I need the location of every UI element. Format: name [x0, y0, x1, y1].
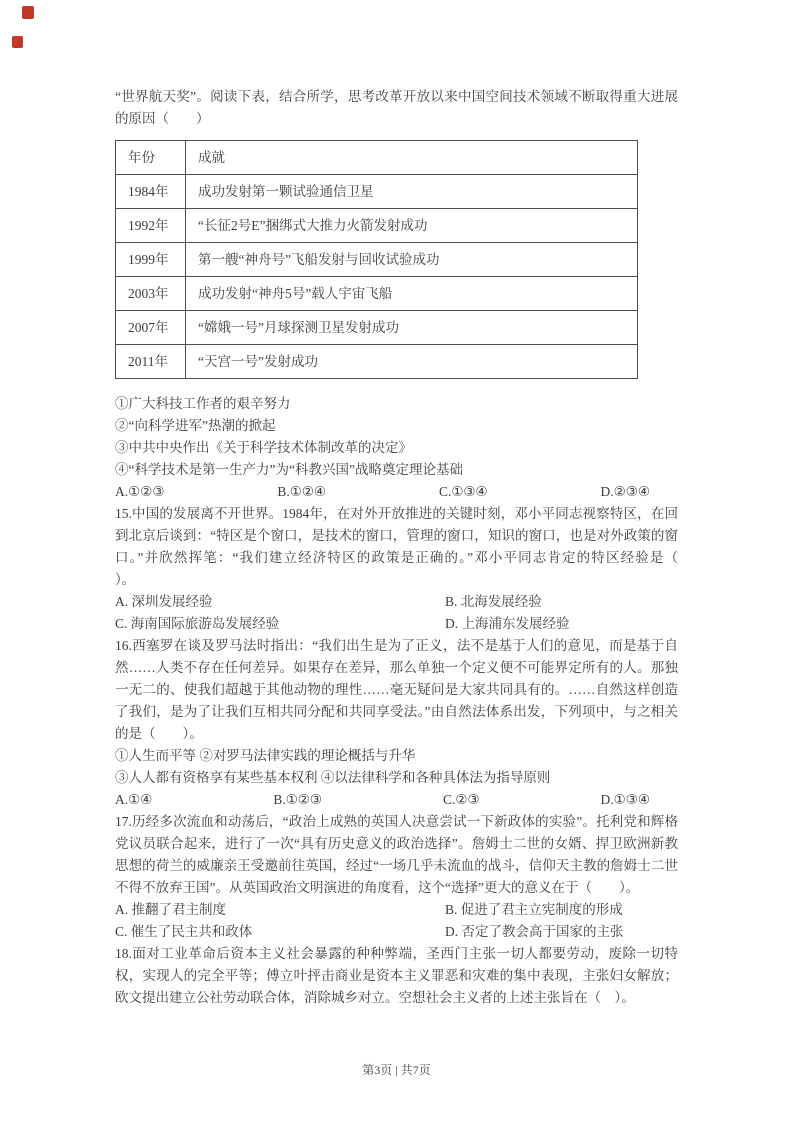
achievement-header-cell: 成就	[186, 141, 638, 175]
red-corner-mark-icon	[22, 6, 34, 19]
q18-text: 18.面对工业革命后资本主义社会暴露的种种弊端，圣西门主张一切人都要劳动，废除一切特权，实现人的完全平等；傅立叶抨击商业是资本主义罪恶和灾难的集中表现，主张妇女解放；欧文提出建立公社劳动联合体，消除城乡对立。空想社会主义者的上述主张旨在（ ）。	[115, 946, 678, 1005]
choice-c: C. 催生了民主共和政体	[115, 924, 253, 939]
red-corner-mark-icon	[12, 36, 23, 48]
choice-c: C. 海南国际旅游岛发展经验	[115, 616, 280, 631]
numbered-item-2: ②“向科学进军”热潮的掀起	[115, 418, 276, 433]
numbered-item-4: ④“科学技术是第一生产力”为“科教兴国”战略奠定理论基础	[115, 462, 463, 477]
q16-text: 16.西塞罗在谈及罗马法时指出：“我们出生是为了正义，法不是基于人们的意见，而是基于自然……人类不存在任何差异。如果存在差异，那么单独一个定义便不可能界定所有的人。那独一无二的、使我们超越于其他动物的理性……毫无疑问是大家共同具有的。……自然这样创造了我们，是为了让我们互相共同分配和共同享受法。”由自然法体系出发，下列项中，与之相关的是（ ）。	[115, 638, 678, 741]
page-footer	[0, 1061, 793, 1078]
year-cell: 2011年	[116, 345, 186, 379]
choice-d: D.①③④	[600, 792, 650, 807]
q16-items-line-1: ①人生而平等 ②对罗马法律实践的理论概括与升华	[115, 748, 416, 763]
achievement-cell: 成功发射第一颗试验通信卫星	[186, 175, 638, 209]
choice-a: A. 深圳发展经验	[115, 594, 213, 609]
q14-intro-text: “世界航天奖”。阅读下表，结合所学，思考改革开放以来中国空间技术领域不断取得重大进展的原因（ ）	[115, 89, 678, 126]
year-cell: 1999年	[116, 243, 186, 277]
table-row	[116, 345, 638, 379]
q14-achievements-table	[115, 140, 638, 379]
choice-a: A.①②③	[115, 484, 165, 499]
achievement-cell: 第一艘“神舟号”飞船发射与回收试验成功	[186, 243, 638, 277]
choice-d: D. 否定了教会高于国家的主张	[445, 924, 624, 939]
numbered-item-1: ①广大科技工作者的艰辛努力	[115, 396, 291, 411]
achievement-cell: “天宫一号”发射成功	[186, 345, 638, 379]
choice-c: C.②③	[442, 792, 480, 807]
choice-c: C.①③④	[438, 484, 488, 499]
q14-numbered-items	[115, 393, 678, 481]
achievement-cell: “嫦娥一号”月球探测卫星发射成功	[186, 311, 638, 345]
page-number: 第3页 | 共7页	[362, 1063, 431, 1077]
table-row	[116, 243, 638, 277]
year-cell: 2007年	[116, 311, 186, 345]
achievement-cell: 成功发射“神舟5号”载人宇宙飞船	[186, 277, 638, 311]
choice-b: B.①②③	[273, 792, 322, 807]
exam-content	[115, 86, 705, 1009]
choice-a: A.①④	[115, 792, 153, 807]
choice-b: B. 北海发展经验	[445, 594, 542, 609]
achievement-cell: “长征2号E”捆绑式大推力火箭发射成功	[186, 209, 638, 243]
q15-answer-choices	[115, 591, 678, 635]
year-header-cell: 年份	[116, 141, 186, 175]
year-cell: 1984年	[116, 175, 186, 209]
q17-answer-choices	[115, 899, 678, 943]
choice-b: B.①②④	[277, 484, 327, 499]
q15-text: 15.中国的发展离不开世界。1984年，在对外开放推进的关键时刻，邓小平同志视察特区，在回到北京后谈到：“特区是个窗口，是技术的窗口，管理的窗口，知识的窗口，也是对外政策的窗口。”并欣然挥笔：“我们建立经济特区的政策是正确的。”邓小平同志肯定的特区经验是（ ）。	[115, 506, 705, 587]
q14-answer-choices	[115, 481, 678, 503]
choice-b: B. 促进了君主立宪制度的形成	[445, 902, 623, 917]
choice-d: D. 上海浦东发展经验	[445, 616, 570, 631]
table-header-row	[116, 141, 638, 175]
numbered-item-3: ③中共中央作出《关于科学技术体制改革的决定》	[115, 440, 412, 455]
choice-a: A. 推翻了君主制度	[115, 902, 226, 917]
table-row	[116, 277, 638, 311]
year-cell: 2003年	[116, 277, 186, 311]
table-row	[116, 311, 638, 345]
year-cell: 1992年	[116, 209, 186, 243]
choice-d: D.②③④	[600, 484, 650, 499]
q17-text: 17.历经多次流血和动荡后，“政治上成熟的英国人决意尝试一下新政体的实验”。托利党和辉格党议员联合起来，进行了一次“具有历史意义的政治选择”。詹姆士二世的女婿、捍卫欧洲新教思想的荷兰的威廉亲王受邀前往英国，经过“一场几乎未流血的战斗，信仰天主教的詹姆士二世不得不放弃王国”。从英国政治文明演进的角度看，这个“选择”更大的意义在于（ ）。	[115, 814, 678, 895]
table-row	[116, 209, 638, 243]
q16-answer-choices	[115, 789, 678, 811]
table-row	[116, 175, 638, 209]
q16-items-line-2: ③人人都有资格享有某些基本权利 ④以法律科学和各种具体法为指导原则	[115, 770, 551, 785]
